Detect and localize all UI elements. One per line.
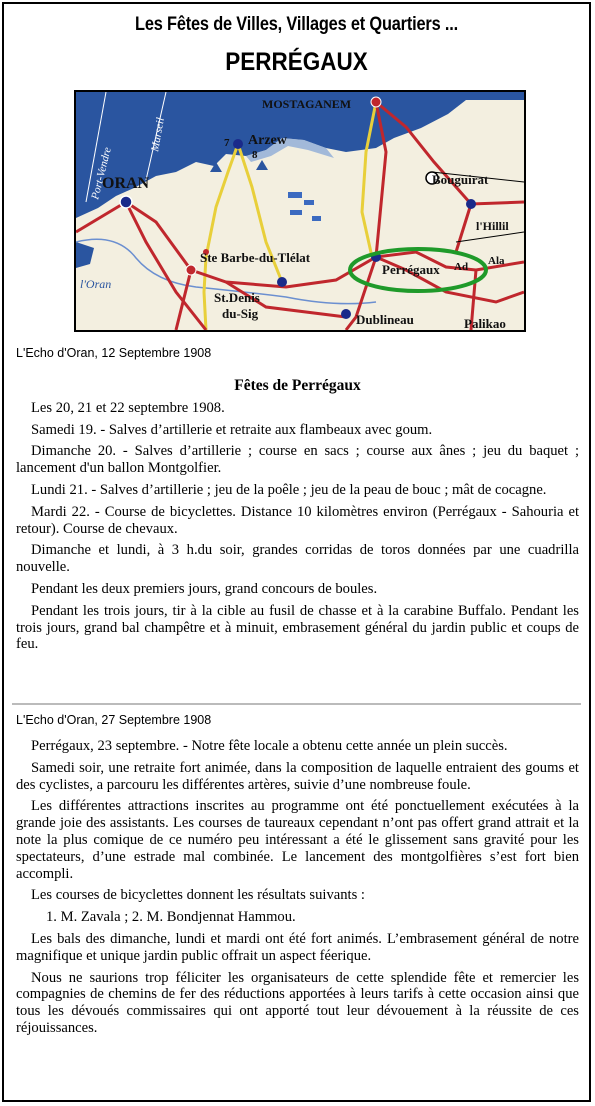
- article-1-para-5: Mardi 22. - Course de bicyclettes. Distance 10 kilomètres environ (Perrégaux - Sahouria et retour). Course de chevaux.: [16, 503, 579, 537]
- article-2-para-7: Nous ne saurions trop féliciter les organisateurs de cette splendide fête et remercier les compagnies de chemins de fer des réductions apportées à leurs tarifs à cette occasion ainsi que tous les dévoués commissaires qui ont apporté tout leur dévouement à la réussite de ces réjouissances.: [16, 969, 579, 1036]
- article-2-para-1: Perrégaux, 23 septembre. - Notre fête locale a obtenu cette année un plein succès.: [31, 738, 508, 754]
- article-2-para-6: Les bals des dimanche, lundi et mardi ont été fort animés. L’embrasement général de notre magnifique et unique jardin public offrait un aspect féerique.: [16, 930, 579, 964]
- article-2-para-2: Samedi soir, une retraite fort animée, dans la composition de laquelle entraient des goums et des cyclistes, a parcouru les différentes artères, suivie d’une nombreuse foule.: [16, 759, 579, 793]
- article-2: [16, 738, 579, 1042]
- map-label-palikao: Palikao: [464, 316, 506, 330]
- map-label-7: 7: [224, 137, 230, 149]
- article-2-source: L'Echo d'Oran, 27 Septembre 1908: [16, 713, 212, 727]
- article-2-para-3: Les différentes attractions inscrites au programme ont été ponctuellement exécutées à la grande joie des assistants. Les courses de taureaux cependant n’ont pas offert grand attrait et la note la plus comique de ce numéro peu intéressant a été le glissement sans gravité pour les spectateurs, d’une estrade mal combinée. Le lancement des montgolfières s’est fort bien accompli.: [16, 798, 579, 882]
- section-divider: [12, 703, 581, 705]
- map-label-dublineau: Dublineau: [356, 312, 414, 327]
- map-label-arzew: Arzew: [248, 133, 287, 148]
- article-1: [16, 378, 579, 658]
- map-label-marseille: Marseil: [149, 116, 167, 153]
- article-1-para-2: Samedi 19. - Salves d’artillerie et retraite aux flambeaux avec goum.: [31, 421, 433, 438]
- article-1-title: Fêtes de Perrégaux: [234, 377, 361, 394]
- map-label-mostaganem: MOSTAGANEM: [262, 97, 352, 111]
- map-label-8: 8: [252, 149, 258, 161]
- article-1-para-1: Les 20, 21 et 22 septembre 1908.: [31, 399, 225, 416]
- map-label-ste-barbe: Ste Barbe-du-Tlélat: [200, 250, 311, 265]
- map-label-st-denis: St.Denis: [214, 290, 260, 305]
- map-label-ad: Ad: [454, 261, 469, 273]
- map-label-du-sig: du-Sig: [222, 306, 259, 321]
- map-illustration: [76, 92, 524, 330]
- article-1-para-4: Lundi 21. - Salves d’artillerie ; jeu de la poêle ; jeu de la peau de bouc ; mât de cocagne.: [31, 481, 547, 498]
- page-frame: [2, 2, 591, 1102]
- map-label-ala: Ala: [488, 255, 505, 267]
- article-1-para-6: Dimanche et lundi, à 3 h.du soir, grandes corridas de toros données par une cuadrilla nouvelle.: [16, 542, 579, 576]
- map-label-oran: ORAN: [102, 175, 150, 192]
- article-2-results: 1. M. Zavala ; 2. M. Bondjennat Hammou.: [46, 909, 296, 926]
- article-2-para-4: Les courses de bicyclettes donnent les résultats suivants :: [31, 887, 365, 904]
- map-label-hillil: l'Hillil: [476, 219, 509, 233]
- map-label-port-vendre: Port-Vendre: [89, 146, 114, 201]
- map-label-l-oran: l'Oran: [80, 277, 112, 291]
- series-title: Les Fêtes de Villes, Villages et Quartiers ...: [135, 14, 458, 35]
- article-1-source: L'Echo d'Oran, 12 Septembre 1908: [16, 346, 212, 360]
- regional-map: [74, 90, 526, 332]
- article-1-para-7: Pendant les deux premiers jours, grand concours de boules.: [31, 580, 378, 597]
- article-1-para-8: Pendant les trois jours, tir à la cible au fusil de chasse et à la carabine Buffalo. Pendant les trois jours, grand bal champêtre et à minuit, embrasement général du jardin public et coups de feu.: [16, 602, 579, 653]
- town-title: PERRÉGAUX: [225, 48, 368, 76]
- map-label-bouguirat: Bouguirat: [432, 172, 489, 187]
- map-label-perregaux: Perrégaux: [382, 262, 440, 277]
- article-1-para-3: Dimanche 20. - Salves d’artillerie ; course en sacs ; course aux ânes ; jeu du baquet ; lancement d'un ballon Montgolfier.: [16, 443, 579, 477]
